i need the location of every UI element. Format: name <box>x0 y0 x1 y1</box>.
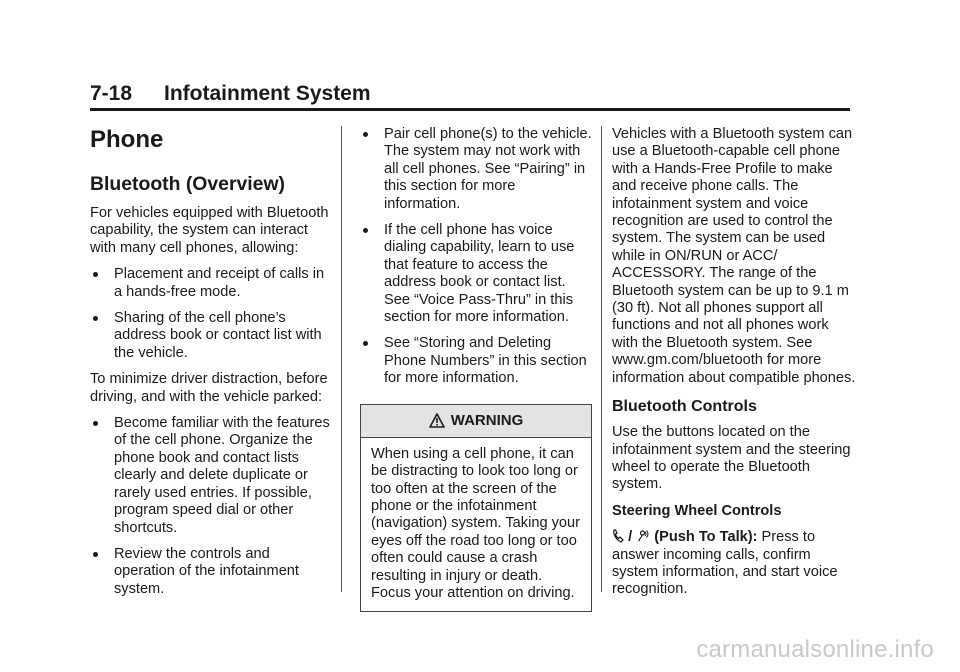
section-heading-bluetooth-controls: Bluetooth Controls <box>612 398 757 416</box>
column-2 <box>360 126 592 612</box>
list-item: Review the controls and operation of the infotainment system. <box>90 546 330 598</box>
ptt-separator: / <box>628 529 633 546</box>
column-divider-1 <box>341 126 342 592</box>
column-1 <box>90 126 330 607</box>
push-to-talk-description <box>612 529 858 599</box>
page-title: Phone <box>90 126 164 153</box>
bullet-dot <box>363 341 368 346</box>
paragraph: Vehicles with a Bluetooth system can use a Bluetooth-capable cell phone with a Hands-Free Profile to make and receive phone calls. The infotainment system and voice recognition are used to control the system. The system can be used while in ON/RUN or ACC/ ACCESSORY. The range of the Bluetooth system can be up to 9.1 m (30 ft). Not all phones support all functions and not all phones work with the Bluetooth system. See www.gm.com/bluetooth for more information about compatible phones. <box>612 126 856 386</box>
bullet-dot <box>363 228 368 233</box>
page-header <box>90 80 850 111</box>
paragraph: To minimize driver distraction, before driving, and with the vehicle parked: <box>90 371 328 405</box>
list-item: Become familiar with the features of the cell phone. Organize the phone book and contact lists clearly and delete duplicate or rarely used entries. If possible, program speed dial or other shortcuts. <box>90 415 330 537</box>
bullet-dot <box>93 272 98 277</box>
list-item: Placement and receipt of calls in a hands-free mode. <box>90 266 330 301</box>
list-item: If the cell phone has voice dialing capability, learn to use that feature to access the address book or contact list. See “Voice Pass-Thru” in this section for more information. <box>360 222 592 326</box>
subheading-steering-wheel-controls: Steering Wheel Controls <box>612 502 782 519</box>
paragraph: Use the buttons located on the infotainment system and the steering wheel to operate the Bluetooth system. <box>612 424 851 493</box>
column-divider-2 <box>601 126 602 592</box>
warning-header <box>361 405 591 438</box>
list-item: Sharing of the cell phone’s address book or contact list with the vehicle. <box>90 310 330 362</box>
ptt-text: Press to answer incoming calls, confirm system information, and start voice recognition. <box>612 529 838 598</box>
section-title: Infotainment System <box>164 82 371 105</box>
phone-icon <box>612 529 624 543</box>
bullet-dot <box>93 552 98 557</box>
warning-label: WARNING <box>450 411 524 429</box>
warning-triangle-icon <box>429 413 445 428</box>
bullet-dot <box>363 132 368 137</box>
intro-paragraph: For vehicles equipped with Bluetooth capability, the system can interact with many cell phones, allowing: <box>90 205 329 256</box>
list-item: Pair cell phone(s) to the vehicle. The system may not work with all cell phones. See “Pairing” in this section for more information. <box>360 126 592 213</box>
warning-box <box>360 404 592 613</box>
section-heading-bluetooth-overview: Bluetooth (Overview) <box>90 173 286 195</box>
bullet-dot <box>93 421 98 426</box>
warning-text: When using a cell phone, it can be distracting to look too long or too often at the screen of the phone or the infotainment (navigation) system. Taking your eyes off the road too long or too often could cause a crash resulting in injury or death. Focus your attention on driving. <box>371 445 581 601</box>
watermark: carmanualsonline.info <box>696 636 934 663</box>
column-3 <box>612 126 858 608</box>
list-item: See “Storing and Deleting Phone Numbers” in this section for more information. <box>360 335 592 387</box>
bullet-dot <box>93 316 98 321</box>
page-number: 7-18 <box>90 82 133 105</box>
ptt-label: (Push To Talk): <box>654 529 758 546</box>
voice-icon <box>636 529 650 543</box>
